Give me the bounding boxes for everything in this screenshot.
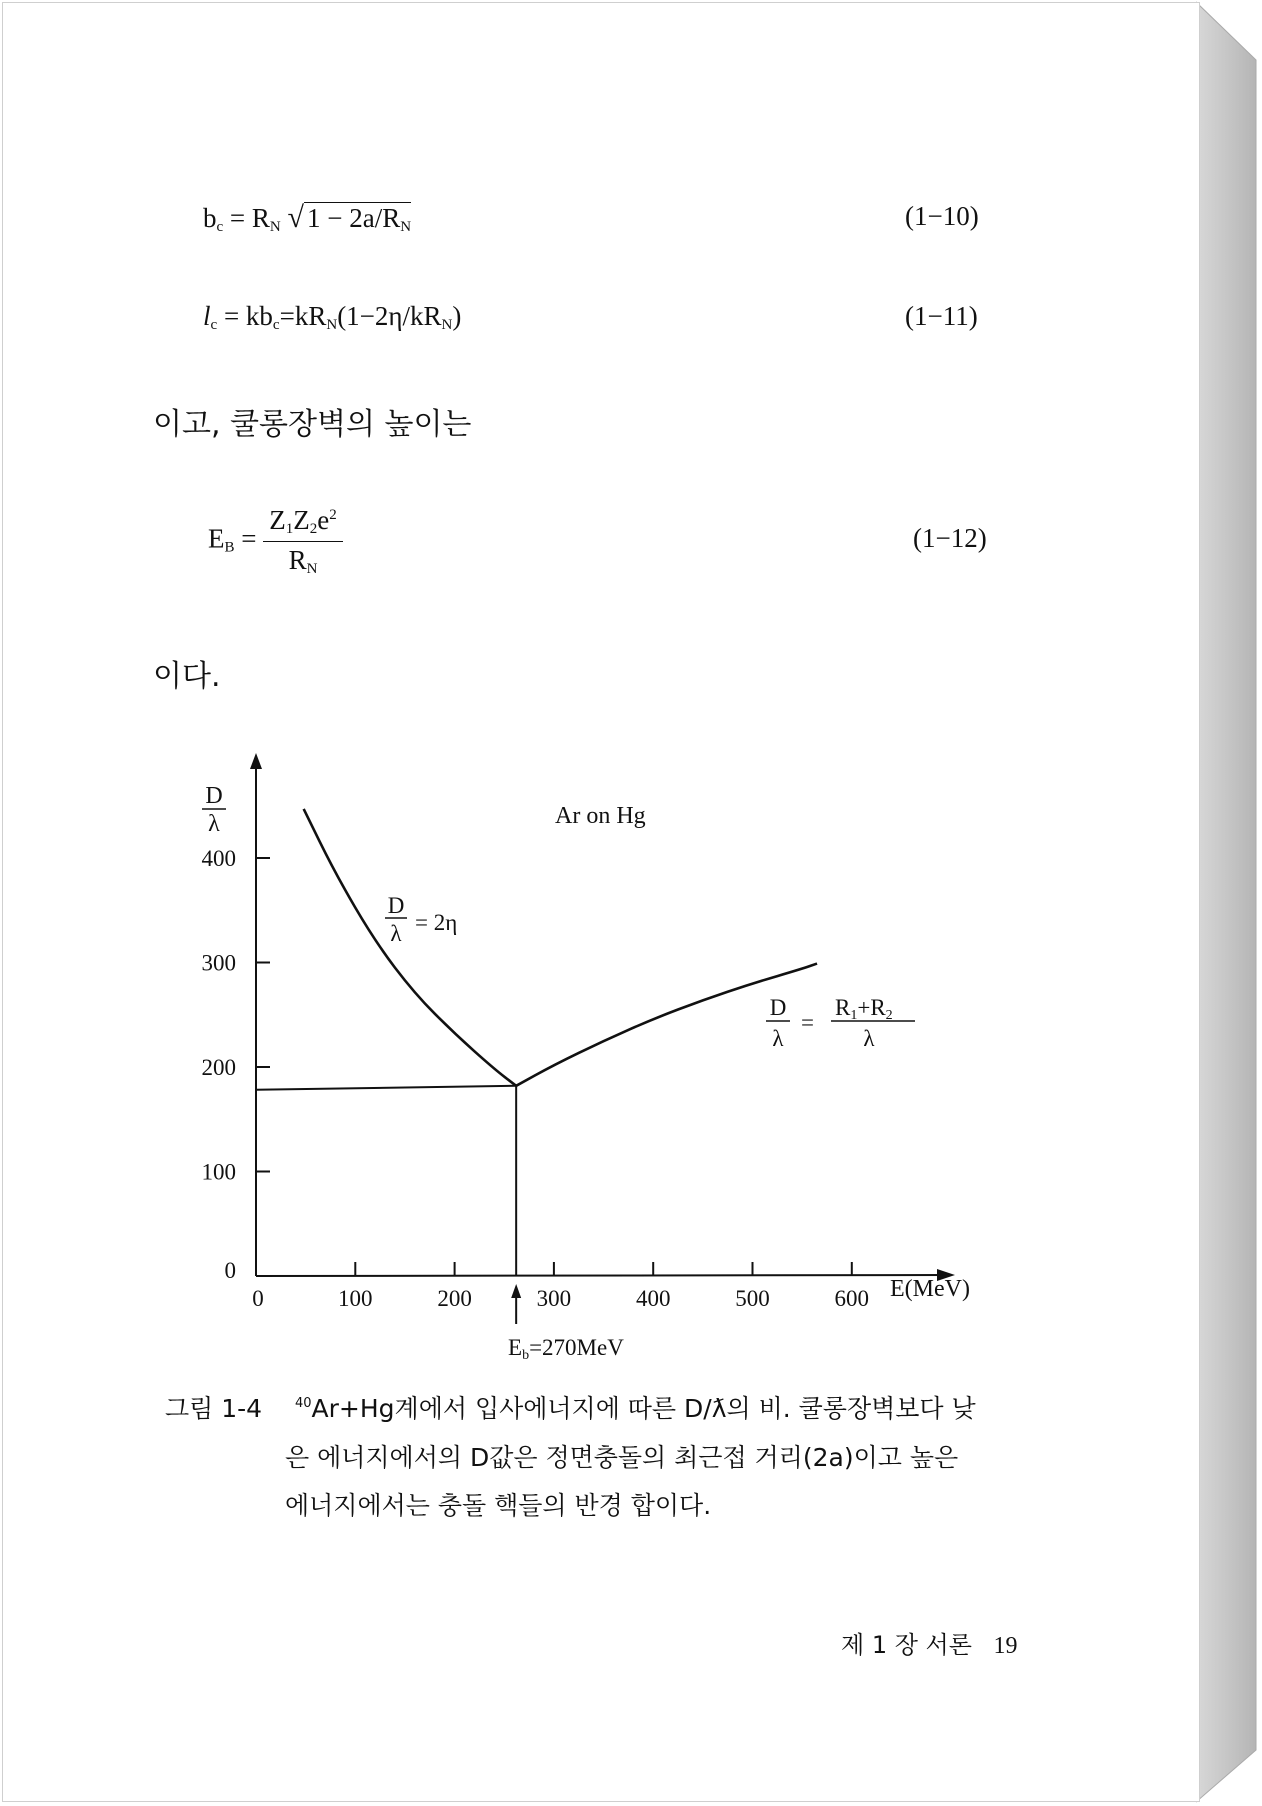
eb-arrowhead	[511, 1284, 521, 1298]
curve1-label-numerator: D	[387, 893, 405, 918]
eq11-part-d: )	[452, 301, 462, 331]
body-text-line-2: 이다.	[153, 659, 221, 694]
curve2-label-equals: =	[801, 1010, 814, 1035]
curve2-plus-r2: +R	[857, 995, 886, 1020]
curve1-label-denominator: λ	[390, 921, 402, 946]
eq10-r: R	[251, 203, 270, 233]
page-footer	[841, 1625, 1018, 1660]
x-tick-label: 200	[437, 1286, 472, 1311]
energy-ratio-chart	[3, 3, 1201, 1803]
curve2-r1: R	[835, 995, 851, 1020]
x-tick-label: 0	[252, 1286, 264, 1311]
eq11-part-b-sub: N	[326, 317, 338, 333]
y-tick-label: 400	[201, 846, 236, 871]
eq11-part-b: =kR	[279, 301, 327, 331]
page-number: 19	[993, 1633, 1018, 1659]
data-series-2-line	[516, 964, 817, 1086]
x-axis-line	[256, 1275, 949, 1276]
caption-label: 그림 1-4	[165, 1394, 263, 1423]
eb-label	[508, 1335, 624, 1363]
horizontal-marker-line	[256, 1086, 516, 1090]
x-tick-label: 500	[735, 1286, 770, 1311]
x-tick-label: 400	[635, 1286, 671, 1311]
caption-line-3: 에너지에서는 충돌 핵들의 반경 합이다.	[285, 1491, 712, 1520]
data-series-1-line	[304, 809, 517, 1086]
equation-number-1-11: (1−11)	[905, 301, 978, 331]
x-tick-label: 600	[834, 1286, 870, 1311]
y-axis-label-numerator: D	[205, 783, 223, 809]
eq12-lhs-sub: B	[224, 539, 235, 556]
eq11-part-c: (1−2η/kR	[337, 301, 442, 331]
y-tick-label: 300	[201, 950, 236, 976]
eq11-lhs-sub: c	[210, 317, 218, 333]
eq10-r-sub: N	[269, 219, 281, 235]
eq12-equals: =	[234, 523, 264, 554]
eq10-lhs: b	[203, 203, 217, 233]
eq12-z1-sub: 1	[285, 521, 294, 537]
eq12-z1: Z	[269, 505, 286, 535]
body-text-line-1: 이고, 쿨롱장벽의 높이는	[153, 407, 472, 442]
curve2-label-denominator: λ	[772, 1026, 784, 1051]
curve2-r2-sub: 2	[885, 1008, 893, 1023]
y-axis-arrowhead	[250, 753, 262, 769]
eq10-radicand-sub: N	[400, 219, 412, 235]
book-page	[2, 2, 1200, 1802]
figure-caption	[165, 1389, 976, 1425]
eb-label-value: =270MeV	[529, 1335, 624, 1360]
eq12-z2: Z	[293, 505, 310, 535]
x-axis-label: E(MeV)	[890, 1276, 970, 1302]
eq12-lhs: E	[208, 523, 225, 554]
curve2-label-rhs-denominator: λ	[863, 1026, 875, 1051]
y-tick-label: 0	[224, 1258, 236, 1283]
y-tick-label: 100	[201, 1159, 236, 1185]
equation-number-1-10: (1−10)	[905, 201, 979, 231]
curve2-label-rhs-numerator	[835, 995, 893, 1023]
caption-line-1: Ar+Hg계에서 입사에너지에 따른 D/ƛ의 비. 쿨롱장벽보다 낮	[311, 1394, 976, 1423]
x-tick-label: 300	[536, 1286, 572, 1311]
eq12-r-sub: N	[306, 561, 318, 577]
eq11-lhs: l	[203, 301, 211, 331]
sqrt-sign: √	[287, 201, 304, 234]
book-spine	[1196, 0, 1262, 1806]
curve2-label-numerator: D	[769, 995, 787, 1020]
eq12-e-sup: 2	[329, 507, 337, 523]
eq12-e: e	[317, 505, 330, 535]
y-axis-label-denominator: λ	[208, 811, 220, 837]
eq11-part-a: = kb	[217, 301, 273, 331]
curve1-label-rhs: = 2η	[415, 910, 458, 935]
eq11-part-c-sub: N	[441, 317, 453, 333]
eb-label-e: E	[508, 1335, 523, 1360]
chart-ticks	[202, 846, 870, 1311]
chart-curves	[256, 809, 817, 1324]
chapter-title: 제 1 장 서론	[841, 1631, 972, 1659]
y-tick-label: 200	[201, 1055, 236, 1080]
eq12-r: R	[288, 545, 307, 575]
eq11-part-a-sub: c	[272, 317, 280, 333]
caption-sup: 40	[295, 1396, 312, 1411]
eq10-equals: =	[223, 203, 252, 233]
eb-label-sub: b	[522, 1348, 530, 1363]
eq10-lhs-sub: c	[216, 219, 224, 235]
equation-number-1-12: (1−12)	[913, 523, 987, 553]
x-tick-label: 100	[338, 1286, 373, 1311]
chart-title: Ar on Hg	[555, 803, 646, 829]
curve2-r1-sub: 1	[850, 1008, 858, 1023]
caption-line-2: 은 에너지에서의 D값은 정면충돌의 최근접 거리(2a)이고 높은	[285, 1443, 959, 1472]
eq12-z2-sub: 2	[309, 521, 318, 537]
eq10-radicand-text: 1 − 2a/R	[306, 203, 401, 233]
